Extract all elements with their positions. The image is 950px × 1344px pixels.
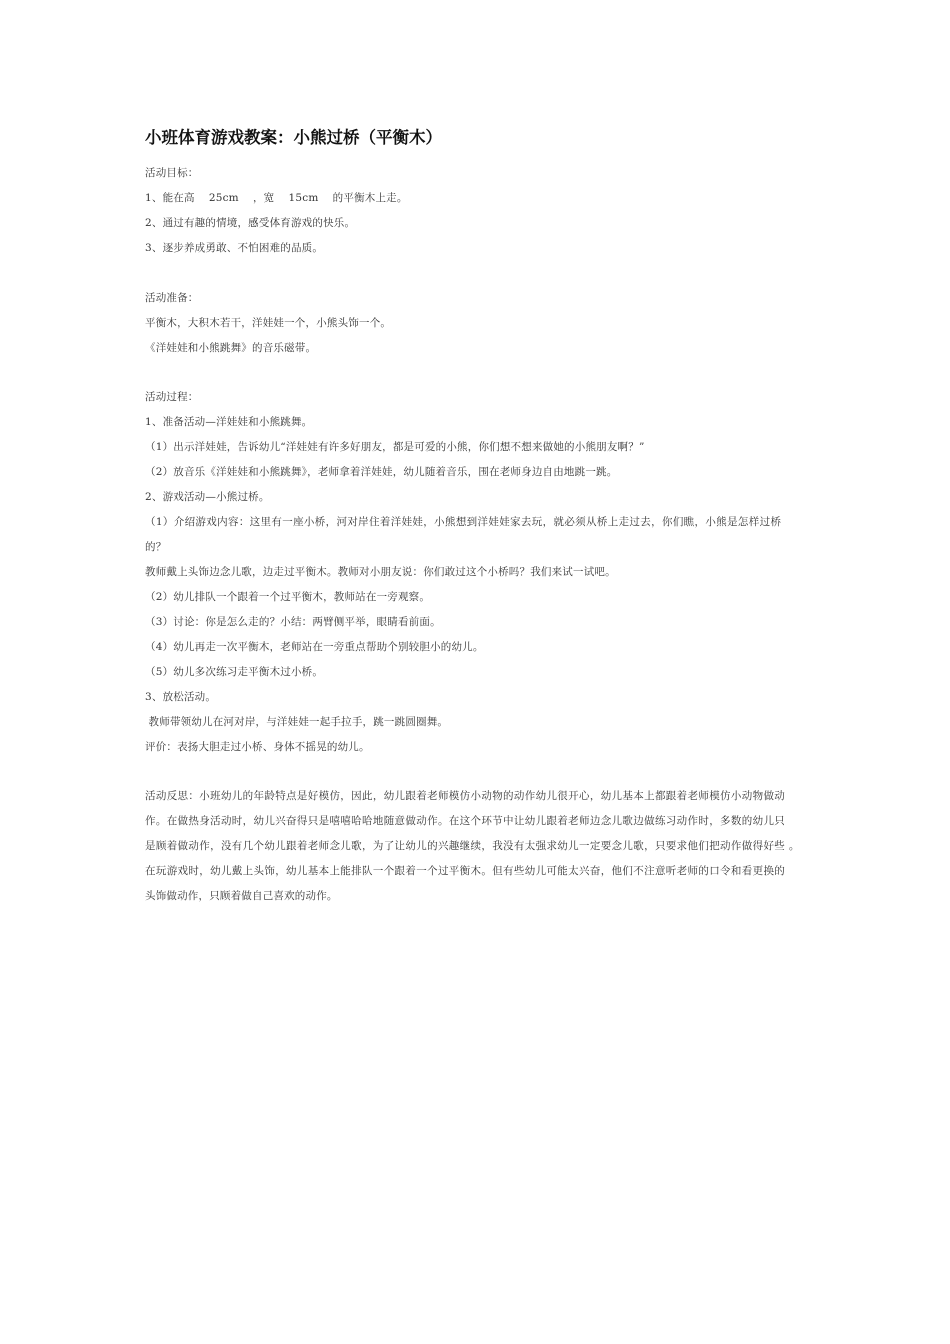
process-step-1-2: （2）放音乐《洋娃娃和小熊跳舞》，老师拿着洋娃娃，幼儿随着音乐，围在老师身边自由地跳一跳。 <box>145 466 618 478</box>
reflection-line-1: 活动反思：小班幼儿的年龄特点是好模仿，因此，幼儿跟着老师模仿小动物的动作幼儿很开心，幼儿基本上都跟着老师模仿小动物做动 <box>145 790 786 802</box>
process-step-1-1: （1）出示洋娃娃，告诉幼儿“洋娃娃有许多好朋友，都是可爱的小熊，你们想不想来做她的小熊朋友啊？” <box>145 441 645 453</box>
process-step-3-1: 教师带领幼儿在河对岸，与洋娃娃一起手拉手，跳一跳圆圈舞。 <box>145 716 449 728</box>
reflection-line-4: 在玩游戏时，幼儿戴上头饰，幼儿基本上能排队一个跟着一个过平衡木。但有些幼儿可能太兴奋，他们不注意听老师的口令和看更换的 <box>145 865 786 877</box>
reflection-line-5: 头饰做动作，只顾着做自己喜欢的动作。 <box>145 890 338 902</box>
prep-item-1: 平衡木，大积木若干，洋娃娃一个，小熊头饰一个。 <box>145 317 392 329</box>
process-step-2-4: （4）幼儿再走一次平衡木，老师站在一旁重点帮助个别较胆小的幼儿。 <box>145 641 484 653</box>
goal-item-3: 3、逐步养成勇敢、不怕困难的品质。 <box>145 242 324 254</box>
reflection-line-3: 是顾着做动作，没有几个幼儿跟着老师念儿歌，为了让幼儿的兴趣继续，我没有太强求幼儿一定要念儿歌，只要求他们把动作做得好些 。 <box>145 840 800 852</box>
reflection-line-2: 作。在做热身活动时，幼儿兴奋得只是嘻嘻哈哈地随意做动作。在这个环节中让幼儿跟着老师边念儿歌边做练习动作时，多数的幼儿只 <box>145 815 786 827</box>
process-step-2-1a: （1）介绍游戏内容：这里有一座小桥，河对岸住着洋娃娃，小熊想到洋娃娃家去玩，就必须从桥上走过去，你们瞧，小熊是怎样过桥 <box>145 516 782 528</box>
document-title: 小班体育游戏教案：小熊过桥（平衡木） <box>145 128 442 147</box>
process-heading: 活动过程： <box>145 391 199 403</box>
prep-item-2: 《洋娃娃和小熊跳舞》的音乐磁带。 <box>145 342 317 354</box>
process-step-2-2: （2）幼儿排队一个跟着一个过平衡木，教师站在一旁观察。 <box>145 591 431 603</box>
process-step-1: 1、准备活动—洋娃娃和小熊跳舞。 <box>145 416 313 428</box>
process-step-2-3: （3）讨论：你是怎么走的？小结：两臂侧平举，眼睛看前面。 <box>145 616 441 628</box>
goal-item-2: 2、通过有趣的情境，感受体育游戏的快乐。 <box>145 217 356 229</box>
process-step-3: 3、放松活动。 <box>145 691 217 703</box>
process-step-2-5: （5）幼儿多次练习走平衡木过小桥。 <box>145 666 324 678</box>
goal-item-1: 1、能在高 25cm ，宽 15cm 的平衡木上走。 <box>145 192 408 204</box>
process-step-2: 2、游戏活动—小熊过桥。 <box>145 491 270 503</box>
process-step-2-1b: 的？ <box>145 541 167 553</box>
process-step-2-1c: 教师戴上头饰边念儿歌，边走过平衡木。教师对小朋友说：你们敢过这个小桥吗？我们来试一试吧。 <box>145 566 616 578</box>
prep-heading: 活动准备： <box>145 292 199 304</box>
evaluation: 评价：表扬大胆走过小桥、身体不摇晃的幼儿。 <box>145 741 370 753</box>
goal-heading: 活动目标： <box>145 167 199 179</box>
